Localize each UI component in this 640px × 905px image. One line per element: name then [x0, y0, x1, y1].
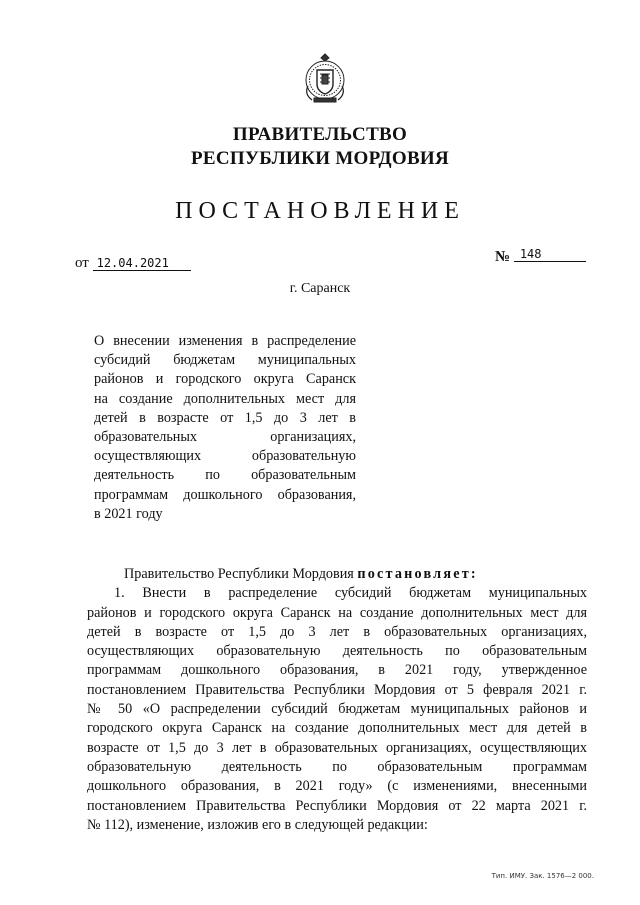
government-name-line2: РЕСПУБЛИКИ МОРДОВИЯ — [190, 148, 450, 169]
paragraph-line: образовательную деятельность по образовательным программам — [87, 758, 587, 775]
subject-line: деятельность по образовательным — [94, 467, 356, 484]
subject-line: программам дошкольного образования, — [94, 486, 356, 503]
subject-line: на создание дополнительных мест для — [94, 390, 356, 407]
document-date: 12.04.2021 — [93, 256, 191, 271]
subject-line: субсидий бюджетам муниципальных — [94, 352, 356, 369]
document-body — [87, 565, 587, 835]
print-note: Тип. ИМУ. Зак. 1576—2 000. — [491, 872, 594, 880]
paragraph-line: детей в возрасте от 1,5 до 3 лет в образовательных организациях, — [87, 623, 587, 640]
date-prefix: от — [75, 255, 89, 271]
paragraph-line: постановлением Правительства Республики Мордовия от 5 февраля 2021 г. — [87, 681, 587, 698]
city: г. Саранск — [289, 281, 351, 296]
paragraph-line: городского округа Саранск на создание дополнительных мест для детей в — [87, 720, 587, 737]
document-subject — [94, 332, 356, 524]
paragraph-line: 1. Внести в распределение субсидий бюджетам муниципальных — [114, 585, 587, 602]
paragraph-line: районов и городского округа Саранск на создание дополнительных мест для — [87, 604, 587, 621]
subject-line: О внесении изменения в распределение — [94, 333, 356, 349]
paragraph-line: № 50 «О распределении субсидий бюджетам муниципальных районов и — [87, 701, 587, 718]
coat-of-arms-icon — [302, 52, 348, 104]
body-intro — [87, 565, 587, 584]
paragraph-line: программам дошкольного образования, в 2021 году, утвержденное — [87, 662, 587, 679]
number-prefix: № — [495, 249, 511, 265]
paragraph-line: возрасте от 1,5 до 3 лет в образовательных организациях, осуществляющих — [87, 739, 587, 756]
document-type-title: ПОСТАНОВЛЕНИЕ — [175, 198, 465, 224]
intro-text: Правительство Республики Мордовия — [124, 566, 354, 582]
subject-line: образовательных организациях, — [94, 428, 356, 445]
paragraph-line: дошкольного образования, в 2021 году» (с изменениями, внесенными — [87, 778, 587, 795]
paragraph-line: постановлением Правительства Республики Мордовия от 22 марта 2021 г. — [87, 797, 587, 814]
subject-line: осуществляющих образовательную — [94, 448, 356, 465]
document-number: 148 — [514, 247, 586, 262]
paragraph-line: № 112), изменение, изложив его в следующей редакции: — [87, 816, 428, 833]
date-line — [75, 255, 191, 272]
subject-line: районов и городского округа Саранск — [94, 371, 356, 388]
subject-line: в 2021 году — [94, 505, 163, 522]
subject-line: детей в возрасте от 1,5 до 3 лет в — [94, 409, 356, 426]
intro-emphasis: постановляет: — [357, 566, 478, 582]
number-line — [495, 247, 586, 266]
government-name-line1: ПРАВИТЕЛЬСТВО — [232, 124, 408, 145]
paragraph-line: осуществляющих образовательную деятельность по образовательным — [87, 643, 587, 660]
